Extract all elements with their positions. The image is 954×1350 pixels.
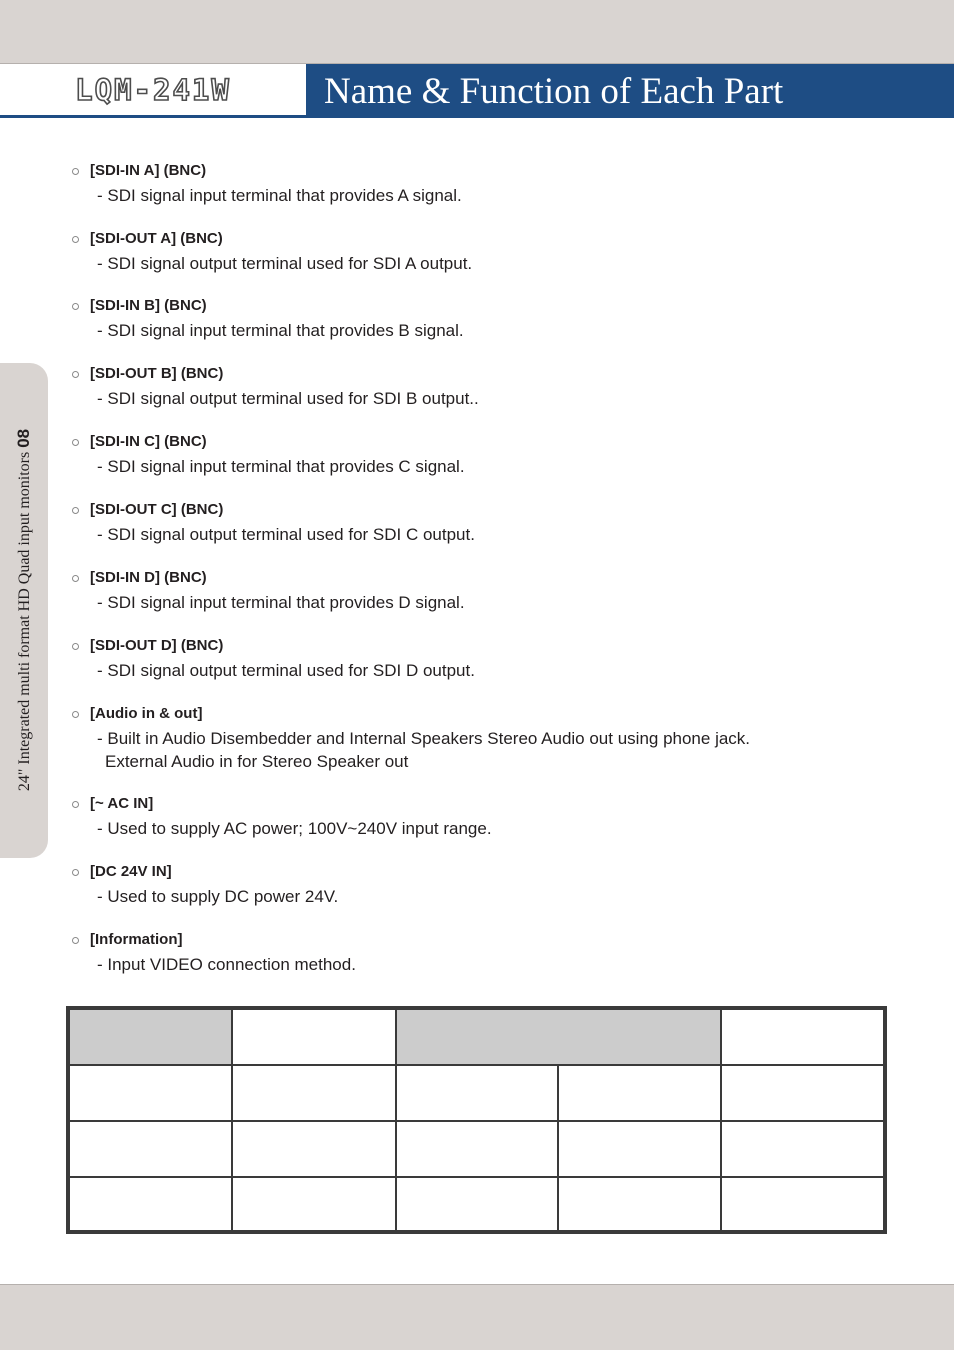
item-description: - Input VIDEO connection method. [97, 955, 356, 974]
item-description: - SDI signal input terminal that provides C signal. [97, 457, 465, 476]
bullet-icon [72, 507, 79, 514]
bullet-icon [72, 801, 79, 808]
page-title: Name & Function of Each Part [324, 70, 784, 112]
bullet-icon [72, 303, 79, 310]
bullet-icon [72, 937, 79, 944]
connection-table [66, 1006, 887, 1234]
table-cell [233, 1122, 397, 1178]
item-heading: [SDI-OUT A] (BNC) [90, 230, 223, 247]
item-description: - SDI signal input terminal that provides B signal. [97, 321, 464, 340]
bullet-icon [72, 643, 79, 650]
item-heading: [SDI-OUT B] (BNC) [90, 365, 224, 382]
table-cell [559, 1066, 722, 1122]
item-description: - Used to supply AC power; 100V~240V input range. [97, 819, 492, 838]
table-cell [559, 1122, 722, 1178]
bullet-icon [72, 236, 79, 243]
item-description: - SDI signal input terminal that provides A signal. [97, 186, 462, 205]
item-heading: [Audio in & out] [90, 705, 203, 722]
table-cell [70, 1178, 233, 1230]
table-header-cell [233, 1010, 397, 1066]
bullet-icon [72, 711, 79, 718]
top-band [0, 0, 954, 64]
bottom-band [0, 1284, 954, 1350]
item-description: - Built in Audio Disembedder and Internal Speakers Stereo Audio out using phone jack. [97, 729, 751, 748]
title-bar [306, 64, 954, 118]
side-tab-text [14, 429, 34, 791]
item-heading: [SDI-IN B] (BNC) [90, 297, 207, 314]
bullet-icon [72, 869, 79, 876]
side-tab-caption: 24" Integrated multi format HD Quad input monitors [16, 451, 33, 792]
bullet-icon [72, 439, 79, 446]
header-underline [0, 115, 306, 118]
item-description: - SDI signal input terminal that provides D signal. [97, 593, 465, 612]
table-cell [397, 1178, 559, 1230]
item-heading: [SDI-IN C] (BNC) [90, 433, 207, 450]
table-header-cell [70, 1010, 233, 1066]
table-cell [559, 1178, 722, 1230]
bullet-icon [72, 168, 79, 175]
item-heading: [Information] [90, 931, 183, 948]
table-cell [397, 1122, 559, 1178]
item-heading: [SDI-IN A] (BNC) [90, 162, 207, 179]
item-heading: [SDI-OUT D] (BNC) [90, 637, 224, 654]
table-cell [233, 1178, 397, 1230]
table-cell [722, 1122, 883, 1178]
item-description: - SDI signal output terminal used for SDI C output. [97, 525, 475, 544]
table-cell [722, 1066, 883, 1122]
item-heading: [DC 24V IN] [90, 863, 172, 880]
table-header-cell [722, 1010, 883, 1066]
item-description: - Used to supply DC power 24V. [97, 887, 339, 906]
bullet-icon [72, 371, 79, 378]
item-heading: [SDI-OUT C] (BNC) [90, 501, 224, 518]
table-cell [722, 1178, 883, 1230]
table-cell [70, 1066, 233, 1122]
table-header-cell [397, 1010, 722, 1066]
item-heading: [~ AC IN] [90, 795, 154, 812]
page-number: 08 [14, 428, 33, 448]
model-name: LQM-241W [75, 73, 231, 107]
item-description: - SDI signal output terminal used for SDI A output. [97, 254, 473, 273]
item-description: - SDI signal output terminal used for SDI D output. [97, 661, 475, 680]
item-description: - SDI signal output terminal used for SDI B output.. [97, 389, 479, 408]
item-description-continued: External Audio in for Stereo Speaker out [105, 752, 409, 771]
table-cell [397, 1066, 559, 1122]
table-cell [70, 1122, 233, 1178]
item-heading: [SDI-IN D] (BNC) [90, 569, 207, 586]
table-cell [233, 1066, 397, 1122]
bullet-icon [72, 575, 79, 582]
